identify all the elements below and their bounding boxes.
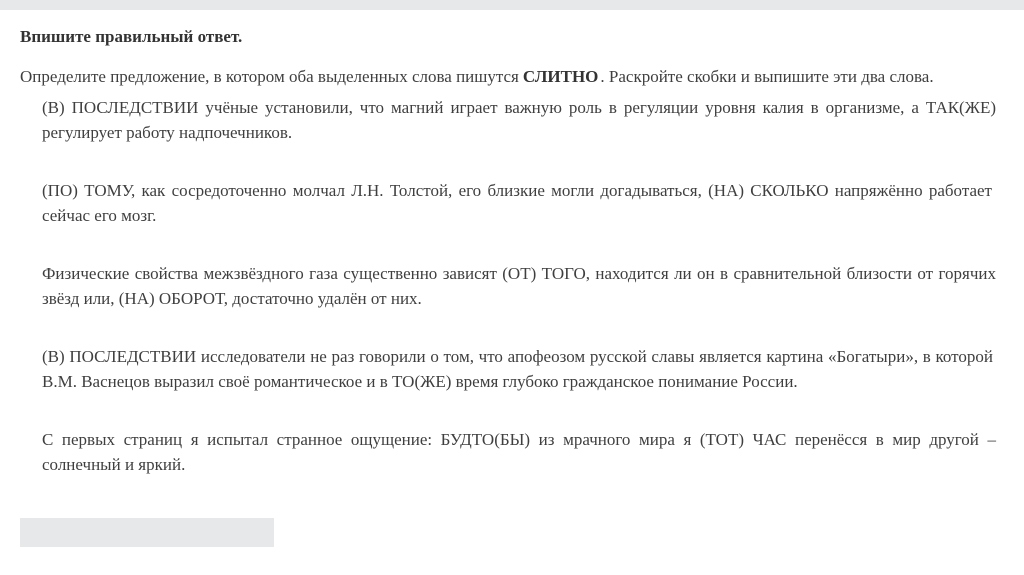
sentence-option: (В) ПОСЛЕДСТВИИ исследователи не раз говорили о том, что апофеозом русской славы является картина «Богатыри», в которой В.М. Васнецов выразил своё романтическое и в ТО(ЖЕ) время глубоко гражданское понимание России.	[42, 347, 993, 391]
instruction-text: Определите предложение, в котором оба выделенных слова пишутся	[20, 67, 519, 86]
task-instruction	[20, 67, 934, 87]
sentence-option: Физические свойства межзвёздного газа существенно зависят (ОТ) ТОГО, находится ли он в сравнительной близости от горячих звёзд или, (НА) ОБОРОТ, достаточно удалён от них.	[42, 264, 996, 308]
sentence-option: С первых страниц я испытал странное ощущение: БУДТО(БЫ) из мрачного мира я (ТОТ) ЧАС перенёсся в мир другой – солнечный и яркий.	[42, 430, 996, 474]
top-bar	[0, 0, 1024, 10]
instruction-emphasis: СЛИТНО	[522, 67, 599, 86]
instruction-text-end: . Раскройте скобки и выпишите эти два слова.	[600, 67, 934, 86]
task-title: Впишите правильный ответ.	[20, 27, 243, 46]
answer-input[interactable]	[20, 518, 274, 547]
sentence-option: (В) ПОСЛЕДСТВИИ учёные установили, что магний играет важную роль в регуляции уровня калия в организме, а ТАК(ЖЕ) регулирует работу надпочечников.	[42, 98, 996, 142]
sentence-option: (ПО) ТОМУ, как сосредоточенно молчал Л.Н. Толстой, его близкие могли догадываться, (НА) СКОЛЬКО напряжённо работает сейчас его мозг.	[42, 181, 992, 225]
